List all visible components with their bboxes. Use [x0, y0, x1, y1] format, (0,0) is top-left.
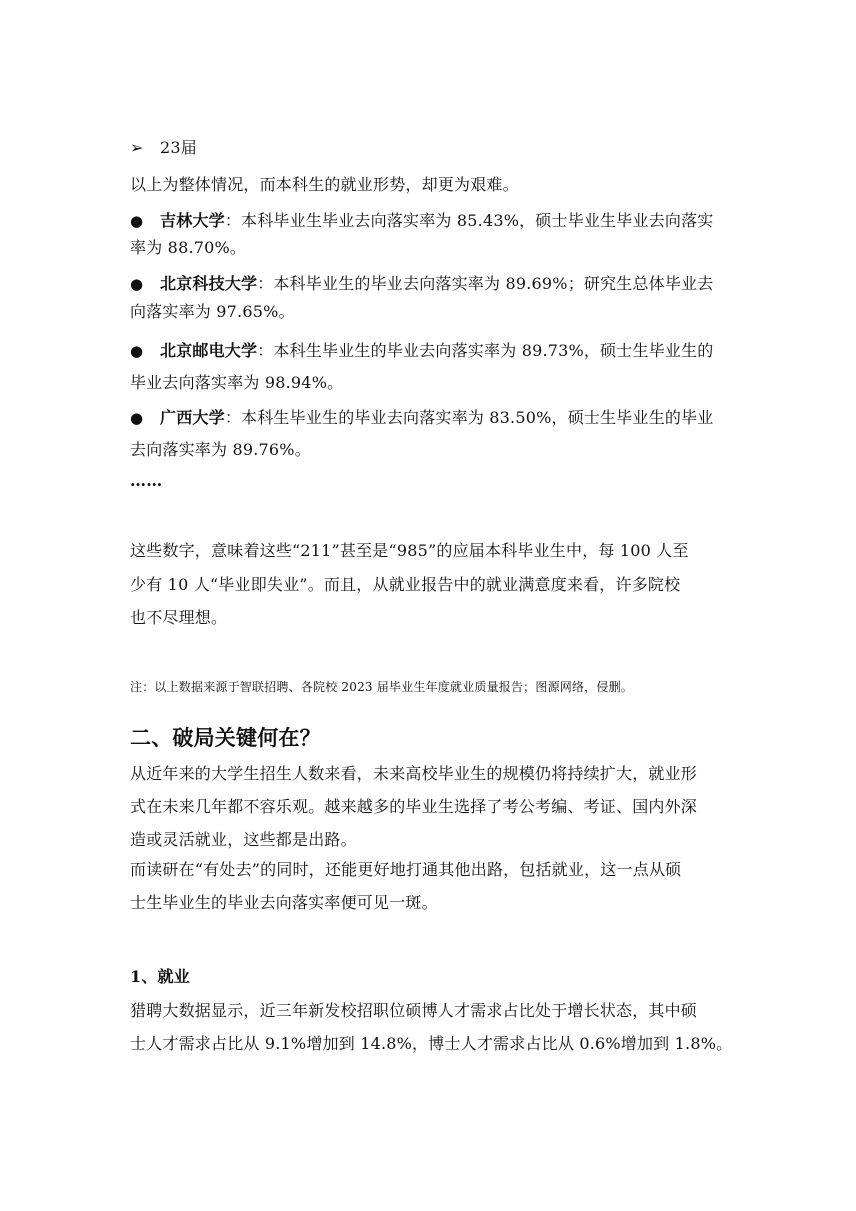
section-23-title: 23届 — [160, 138, 197, 157]
bullet-icon: ● — [130, 342, 144, 360]
paragraph-line: 式在未来几年都不容乐观。越来越多的毕业生选择了考公考编、考证、国内外深 — [130, 797, 698, 816]
university-stat-cont: 率为 88.70%。 — [130, 238, 247, 257]
paragraph-line: 也不尽理想。 — [130, 608, 228, 627]
bullet-icon: ● — [130, 409, 144, 427]
list-item — [130, 341, 714, 361]
university-name: 广西大学 — [160, 408, 225, 427]
paragraph-line: 造或灵活就业，这些都是出路。 — [130, 830, 357, 849]
paragraph-line: 士人才需求占比从 9.1%增加到 14.8%，博士人才需求占比从 0.6%增加到 1.8%。 — [130, 1034, 733, 1053]
bullet-icon: ● — [130, 212, 144, 230]
paragraph-line: 士生毕业生的毕业去向落实率便可见一斑。 — [130, 893, 438, 912]
paragraph-line: 少有 10 人“毕业即失业”。而且，从就业报告中的就业满意度来看，许多院校 — [130, 575, 681, 594]
university-name: 北京邮电大学 — [160, 341, 258, 360]
university-stat-cont: 去向落实率为 89.76%。 — [130, 440, 311, 459]
paragraph-line: 猎聘大数据显示，近三年新发校招职位硕博人才需求占比处于增长状态，其中硕 — [130, 1001, 698, 1020]
list-item — [130, 274, 714, 294]
section-23-heading — [130, 138, 197, 158]
intro-text: 以上为整体情况，而本科生的就业形势，却更为艰难。 — [130, 175, 519, 194]
bullet-icon: ● — [130, 275, 144, 293]
section-2-title: 二、破局关键何在？ — [130, 725, 321, 750]
university-stat: ：本科生毕业生的毕业去向落实率为 89.73%，硕士生毕业生的 — [257, 341, 714, 360]
source-note: 注：以上数据来源于智联招聘、各院校 2023 届毕业生年度就业质量报告；图源网络，侵删。 — [130, 680, 633, 694]
university-stat: ：本科毕业生毕业去向落实率为 85.43%，硕士毕业生毕业去向落实 — [224, 211, 714, 230]
list-item — [130, 408, 714, 428]
university-stat-cont: 向落实率为 97.65%。 — [130, 302, 295, 321]
university-stat: ：本科生毕业生的毕业去向落实率为 83.50%，硕士生毕业生的毕业 — [224, 408, 714, 427]
subsection-1-title: 1、就业 — [130, 967, 190, 986]
paragraph-line: 从近年来的大学生招生人数来看，未来高校毕业生的规模仍将持续扩大，就业形 — [130, 764, 698, 783]
paragraph-line: 而读研在“有处去”的同时，还能更好地打通其他出路，包括就业，这一点从硕 — [130, 860, 682, 879]
list-item — [130, 211, 714, 231]
university-name: 吉林大学 — [160, 211, 225, 230]
university-stat: ：本科毕业生的毕业去向落实率为 89.69%；研究生总体毕业去 — [257, 274, 714, 293]
university-stat-cont: 毕业去向落实率为 98.94%。 — [130, 373, 344, 392]
ellipsis: …… — [130, 471, 163, 490]
arrow-bullet-icon: ➢ — [130, 138, 144, 157]
paragraph-line: 这些数字，意味着这些“211”甚至是“985”的应届本科毕业生中，每 100 人至 — [130, 541, 689, 560]
university-name: 北京科技大学 — [160, 274, 258, 293]
